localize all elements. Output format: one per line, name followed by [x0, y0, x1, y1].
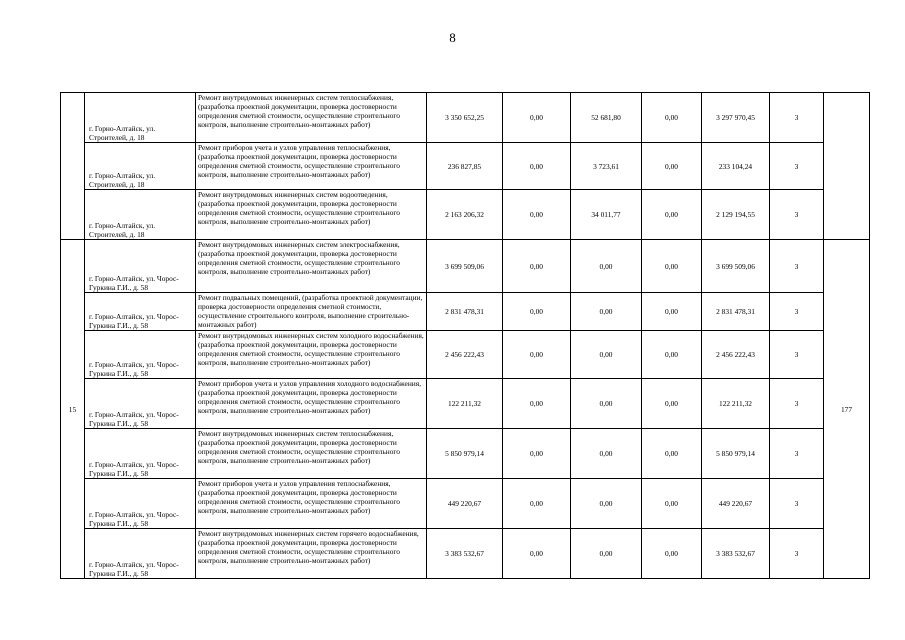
address-cell: г. Горно-Алтайск, ул. Чорос-Гуркина Г.И., д. 58: [85, 240, 196, 293]
amount-cell: 0,00: [571, 529, 642, 579]
amount-cell: 0,00: [642, 379, 702, 429]
amount-cell: 3 699 509,06: [702, 240, 770, 293]
amount-cell: 0,00: [503, 379, 571, 429]
amount-cell: 0,00: [503, 190, 571, 240]
amount-cell: 52 681,80: [571, 93, 642, 143]
unit-cell: 3: [770, 240, 824, 293]
table-row: [61, 429, 870, 479]
amount-cell: 3 383 532,67: [702, 529, 770, 579]
address-cell: г. Горно-Алтайск, ул. Строителей, д. 18: [85, 143, 196, 190]
amount-cell: 0,00: [642, 479, 702, 529]
group-total-cell: [824, 93, 870, 240]
amount-cell: 0,00: [642, 529, 702, 579]
amount-cell: 0,00: [503, 293, 571, 331]
amount-cell: 449 220,67: [427, 479, 503, 529]
unit-cell: 3: [770, 190, 824, 240]
address-cell: г. Горно-Алтайск, ул. Чорос-Гуркина Г.И., д. 58: [85, 429, 196, 479]
table-row: [61, 93, 870, 143]
amount-cell: 2 129 194,55: [702, 190, 770, 240]
table-row: [61, 479, 870, 529]
amount-cell: 0,00: [642, 190, 702, 240]
address-cell: г. Горно-Алтайск, ул. Чорос-Гуркина Г.И., д. 58: [85, 293, 196, 331]
table-body: [61, 93, 870, 579]
work-description-cell: Ремонт приборов учета и узлов управления холодного водоснабжения, (разработка проектной документации, проверка достоверности определения сметной стоимости, осуществление строительного контроля, выполнение строительно-монтажных работ): [196, 379, 427, 429]
table-row: [61, 143, 870, 190]
amount-cell: 0,00: [571, 379, 642, 429]
amount-cell: 3 723,61: [571, 143, 642, 190]
amount-cell: 233 104,24: [702, 143, 770, 190]
amount-cell: 3 699 509,06: [427, 240, 503, 293]
amount-cell: 0,00: [571, 293, 642, 331]
unit-cell: 3: [770, 529, 824, 579]
work-description-cell: Ремонт приборов учета и узлов управления теплоснабжения, (разработка проектной документации, проверка достоверности определения сметной стоимости, осуществление строительного контроля, выполнение строительно-монтажных работ): [196, 143, 427, 190]
table-row: [61, 240, 870, 293]
work-description-cell: Ремонт внутридомовых инженерных систем холодного водоснабжения, (разработка проектной документации, проверка достоверности определения сметной стоимости, осуществление строительного контроля, выполнение строительно-монтажных работ): [196, 331, 427, 379]
amount-cell: 3 383 532,67: [427, 529, 503, 579]
amount-cell: 0,00: [642, 240, 702, 293]
address-cell: г. Горно-Алтайск, ул. Строителей, д. 18: [85, 190, 196, 240]
works-table: [60, 92, 870, 579]
group-total-cell: 177: [824, 240, 870, 579]
unit-cell: 3: [770, 379, 824, 429]
amount-cell: 122 211,32: [427, 379, 503, 429]
group-index-cell: 15: [61, 240, 85, 579]
work-description-cell: Ремонт подвальных помещений, (разработка проектной документации, проверка достоверности определения сметной стоимости, осуществление строительного контроля, выполнение строительно-монтажных работ): [196, 293, 427, 331]
address-cell: г. Горно-Алтайск, ул. Чорос-Гуркина Г.И., д. 58: [85, 479, 196, 529]
unit-cell: 3: [770, 479, 824, 529]
work-description-cell: Ремонт внутридомовых инженерных систем горячего водоснабжения, (разработка проектной документации, проверка достоверности определения сметной стоимости, осуществление строительного контроля, выполнение строительно-монтажных работ): [196, 529, 427, 579]
unit-cell: 3: [770, 293, 824, 331]
unit-cell: 3: [770, 331, 824, 379]
amount-cell: 2 163 206,32: [427, 190, 503, 240]
amount-cell: 0,00: [642, 331, 702, 379]
amount-cell: 2 831 478,31: [427, 293, 503, 331]
amount-cell: 0,00: [503, 93, 571, 143]
amount-cell: 34 011,77: [571, 190, 642, 240]
address-cell: г. Горно-Алтайск, ул. Чорос-Гуркина Г.И., д. 58: [85, 331, 196, 379]
amount-cell: 0,00: [571, 331, 642, 379]
amount-cell: 0,00: [503, 529, 571, 579]
amount-cell: 3 297 970,45: [702, 93, 770, 143]
amount-cell: 2 831 478,31: [702, 293, 770, 331]
amount-cell: 0,00: [571, 479, 642, 529]
table-row: [61, 379, 870, 429]
amount-cell: 236 827,85: [427, 143, 503, 190]
amount-cell: 2 456 222,43: [427, 331, 503, 379]
amount-cell: 3 350 652,25: [427, 93, 503, 143]
amount-cell: 0,00: [571, 240, 642, 293]
work-description-cell: Ремонт внутридомовых инженерных систем электроснабжения, (разработка проектной документации, проверка достоверности определения сметной стоимости, осуществление строительного контроля, выполнение строительно-монтажных работ): [196, 240, 427, 293]
table-row: [61, 293, 870, 331]
amount-cell: 5 850 979,14: [427, 429, 503, 479]
amount-cell: 2 456 222,43: [702, 331, 770, 379]
page-number: 8: [449, 30, 456, 45]
work-description-cell: Ремонт внутридомовых инженерных систем теплоснабжения, (разработка проектной документации, проверка достоверности определения сметной стоимости, осуществление строительного контроля, выполнение строительно-монтажных работ): [196, 429, 427, 479]
unit-cell: 3: [770, 93, 824, 143]
table-row: [61, 529, 870, 579]
unit-cell: 3: [770, 429, 824, 479]
amount-cell: 0,00: [503, 479, 571, 529]
table-row: [61, 190, 870, 240]
work-description-cell: Ремонт приборов учета и узлов управления теплоснабжения, (разработка проектной документации, проверка достоверности определения сметной стоимости, осуществление строительного контроля, выполнение строительно-монтажных работ): [196, 479, 427, 529]
amount-cell: 0,00: [642, 429, 702, 479]
table-row: [61, 331, 870, 379]
amount-cell: 0,00: [503, 143, 571, 190]
amount-cell: 0,00: [571, 429, 642, 479]
amount-cell: 0,00: [642, 143, 702, 190]
work-description-cell: Ремонт внутридомовых инженерных систем теплоснабжения, (разработка проектной документации, проверка достоверности определения сметной стоимости, осуществление строительного контроля, выполнение строительно-монтажных работ): [196, 93, 427, 143]
address-cell: г. Горно-Алтайск, ул. Чорос-Гуркина Г.И., д. 58: [85, 379, 196, 429]
work-description-cell: Ремонт внутридомовых инженерных систем водоотведения, (разработка проектной документации, проверка достоверности определения сметной стоимости, осуществление строительного контроля, выполнение строительно-монтажных работ): [196, 190, 427, 240]
address-cell: г. Горно-Алтайск, ул. Строителей, д. 18: [85, 93, 196, 143]
amount-cell: 0,00: [503, 240, 571, 293]
amount-cell: 0,00: [503, 331, 571, 379]
group-index-cell: [61, 93, 85, 240]
amount-cell: 122 211,32: [702, 379, 770, 429]
amount-cell: 0,00: [503, 429, 571, 479]
amount-cell: 449 220,67: [702, 479, 770, 529]
unit-cell: 3: [770, 143, 824, 190]
amount-cell: 0,00: [642, 293, 702, 331]
amount-cell: 0,00: [642, 93, 702, 143]
address-cell: г. Горно-Алтайск, ул. Чорос-Гуркина Г.И., д. 58: [85, 529, 196, 579]
amount-cell: 5 850 979,14: [702, 429, 770, 479]
